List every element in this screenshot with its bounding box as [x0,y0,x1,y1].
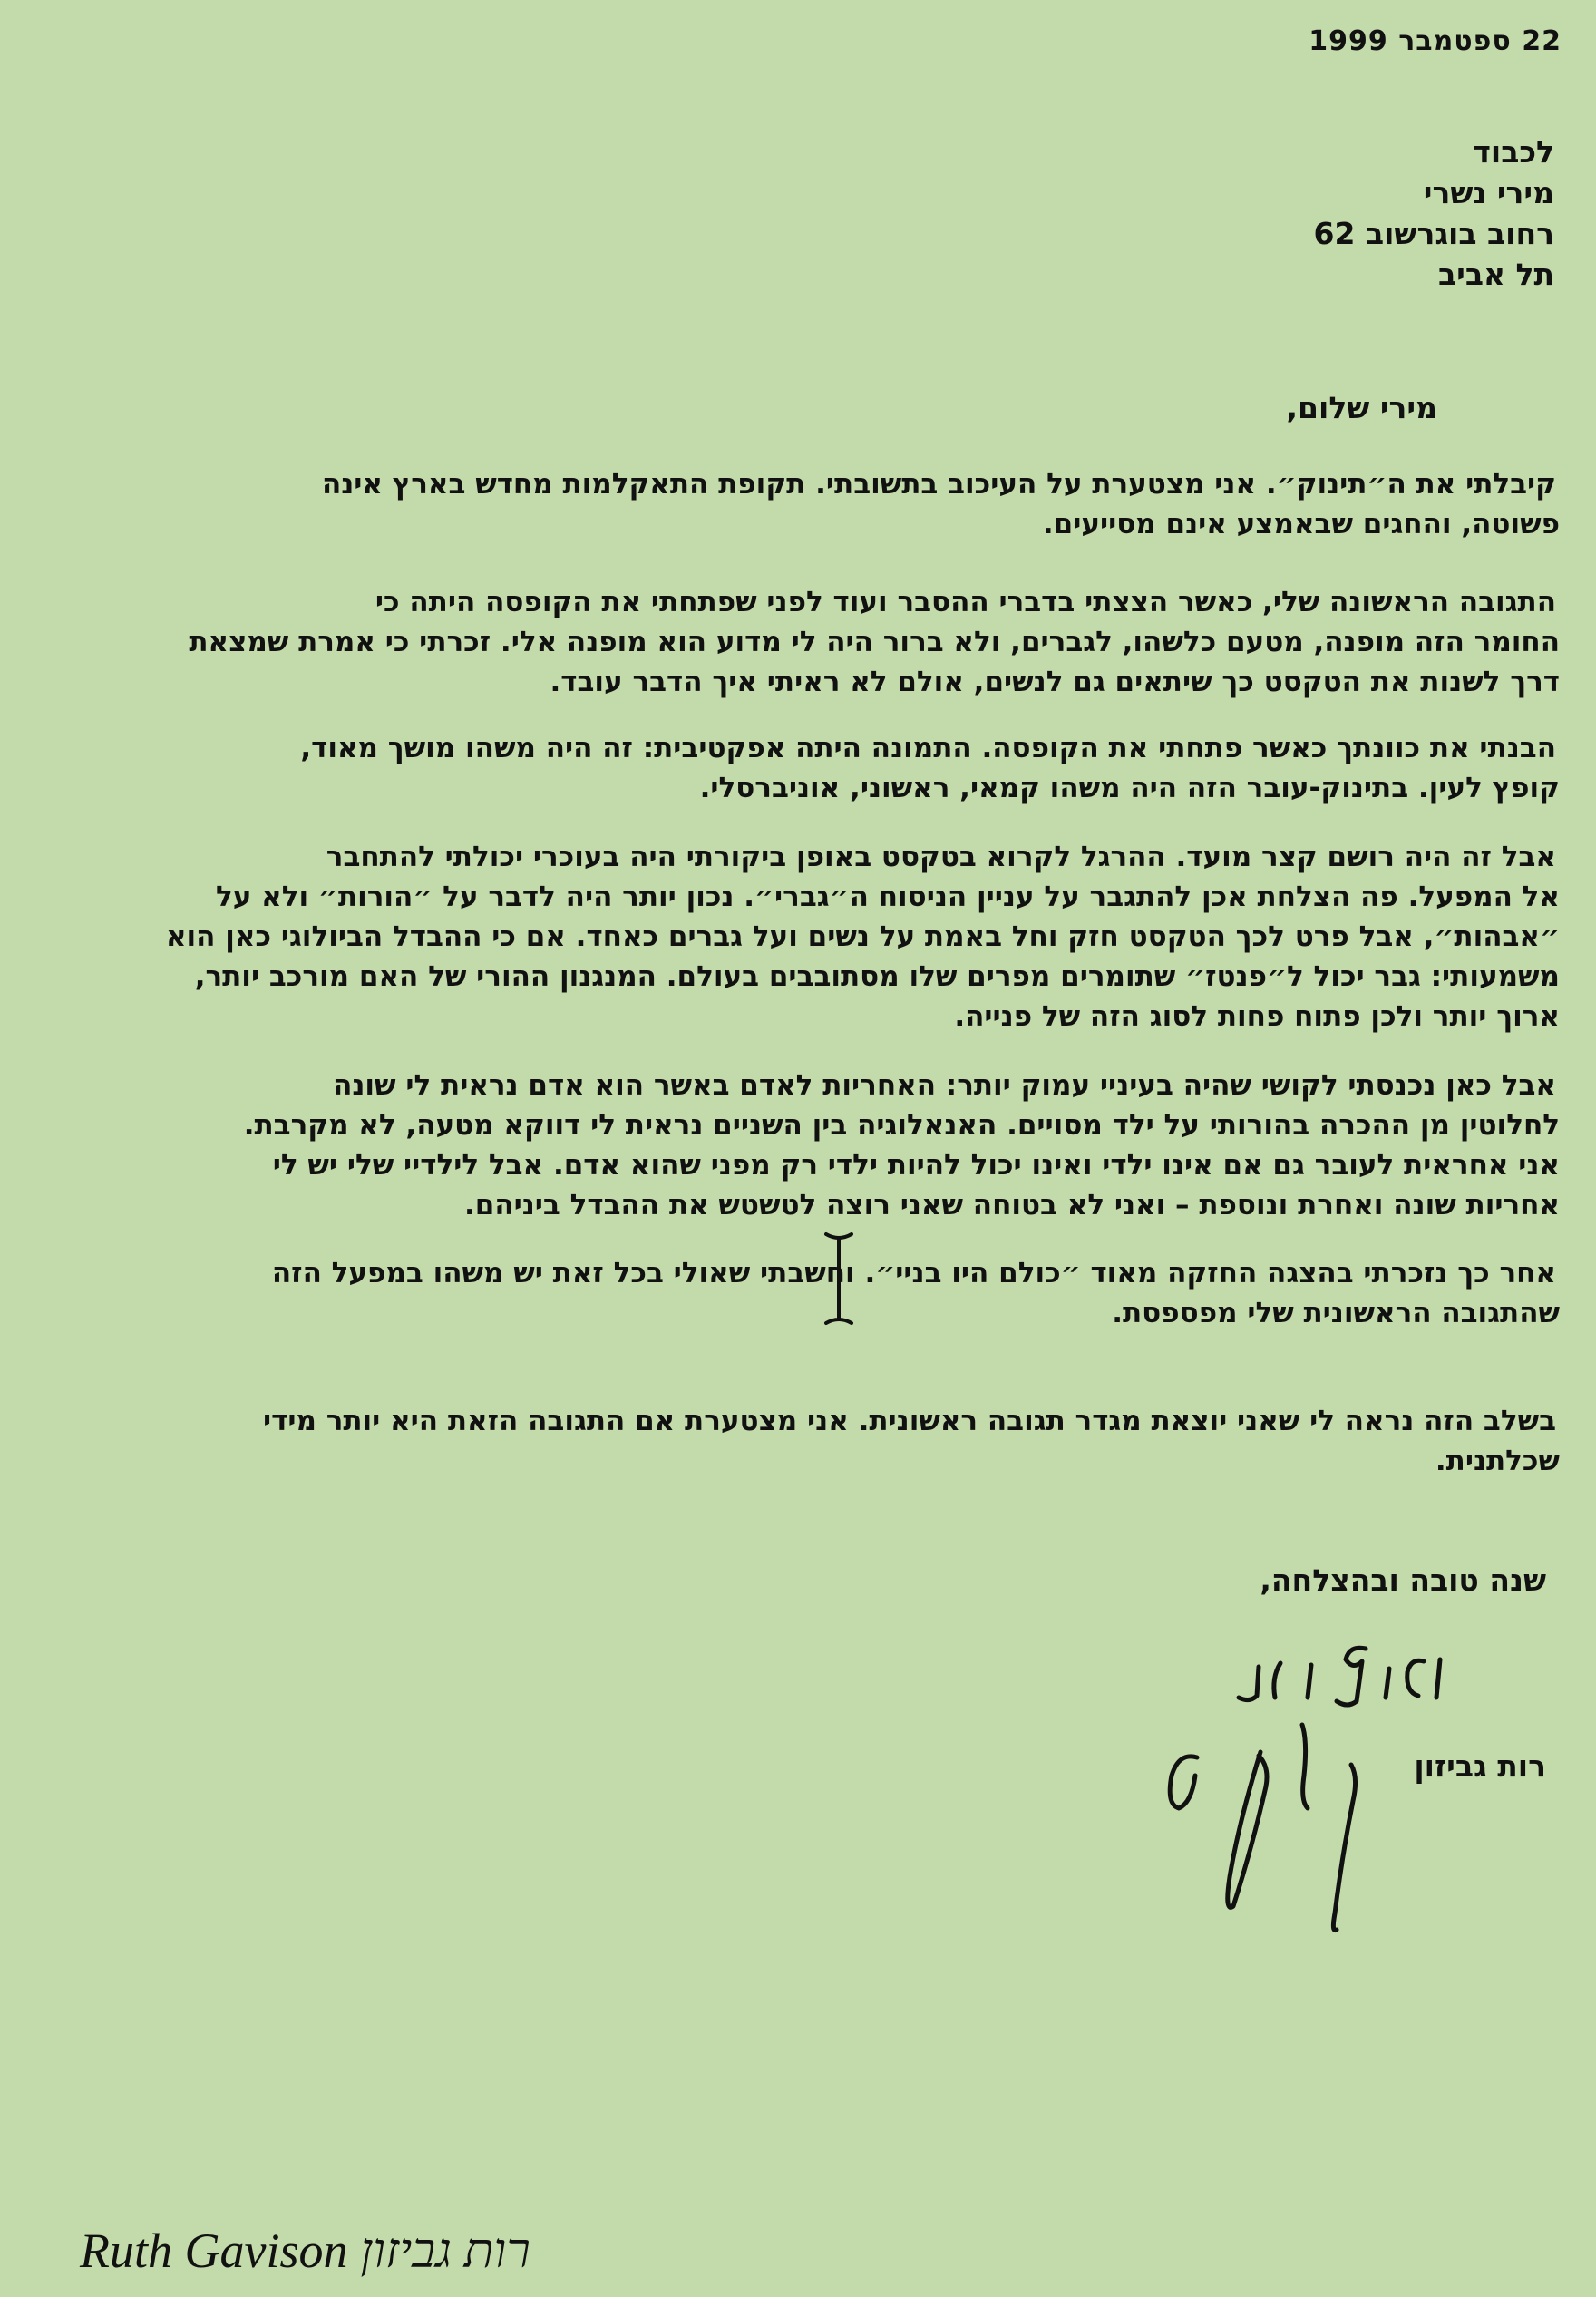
letter-date: 22 ספטמבר 1999 [1309,25,1562,57]
signer-name: רות גביזון [1414,1748,1546,1784]
paragraph-line: משמעותי: גבר יכול ל״פנטז״ שתומרים מפרים שלו מסתובבים בעולם. המנגנון ההורי של האם מורכב יותר, [194,960,1560,993]
recipient-address [1314,131,1554,295]
paragraph-line: אחריות שונה ואחרת ונוספת – ואני לא בטוחה שאני רוצה לטשטש את ההבדל ביניהם. [463,1189,1560,1221]
paragraph-3 [18,728,1560,808]
address-line: לכבוד [1473,134,1554,170]
paragraph-line: לחלוטין מן ההכרה בהורותי על ילד מסויים. האנאלוגיה בין השניים נראית לי דווקא מטעה, לא מקרבת. [243,1109,1560,1142]
address-line: מירי נשרי [1423,175,1554,210]
paragraph-line: החומר הזה מופנה, מטעם כלשהו, לגברים, ולא ברור היה לי מדוע הוא מופנה אלי. זכרתי כי אמרת שמצאת [189,626,1560,658]
paragraph-line: אבל כאן נכנסתי לקושי שהיה בעיניי עמוק יותר: האחריות לאדם באשר הוא אדם נראית לי שונה [333,1069,1556,1102]
greeting: מירי שלום, [1286,390,1437,425]
paragraph-line: שכלתנית. [1435,1445,1560,1477]
paragraph-1 [18,464,1560,544]
paragraph-line: אבל זה היה רושם קצר מועד. ההרגל לקרוא בטקסט באופן ביקורתי היה בעוכרי יכולתי להתחבר [326,841,1556,873]
paragraph-line: ארוך יותר ולכן פתוח פחות לסוג הזה של פנייה. [954,1000,1560,1033]
paragraph-line: דרך לשנות את הטקסט כך שיתאים גם לנשים, אולם לא ראיתי איך הדבר עובד. [550,666,1560,698]
paragraph-4 [18,837,1560,1037]
paragraph-5 [18,1066,1560,1225]
paragraph-7 [18,1401,1560,1481]
paragraph-6 [18,1253,1560,1333]
paragraph-line: ״אבהות״, אבל פרט לכך הטקסט חזק וחל באמת על נשים ועל גברים כאחד. אם כי ההבדל הביולוגי כאן הוא [165,920,1560,953]
footer-latin-name: Ruth Gavison [80,2224,348,2278]
footer-hebrew-name: רות גביזון [360,2224,530,2278]
footer-caption [80,2223,530,2279]
paragraph-line: שהתגובה הראשונית שלי מפספסת. [1112,1297,1560,1329]
address-line: תל אביב [1438,257,1554,292]
paragraph-line: אחר כך נזכרתי בהצגה החזקה מאוד ״כולם היו בניי״. וחשבתי שאולי בכל זאת יש משהו במפעל הזה [271,1257,1556,1290]
closing-line: שנה טובה ובהצלחה, [1260,1562,1546,1598]
paragraph-2 [18,582,1560,702]
paragraph-line: קיבלתי את ה״תינוק״. אני מצטערת על העיכוב בתשובתי. תקופת התאקלמות מחדש בארץ אינה [321,468,1556,501]
paragraph-line: בשלב הזה נראה לי שאני יוצאת מגדר תגובה ראשונית. אני מצטערת אם התגובה הזאת היא יותר מידי [262,1405,1556,1437]
paragraph-line: הבנתי את כוונתך כאשר פתחתי את הקופסה. התמונה היתה אפקטיבית: זה היה משהו מושך מאוד, [300,732,1556,764]
paragraph-line: אל המפעל. פה הצלחת אכן להתגבר על עניין הניסוח ה״גברי״. נכון יותר היה לדבר על ״הורות״ ולא על [215,881,1560,913]
handwritten-signature [1152,1641,1460,1941]
paragraph-line: אני אחראית לעובר גם אם אינו ילדי ואינו יכול להיות ילדי רק מפני שהוא אדם. אבל לילדיי שלי יש לי [272,1149,1560,1182]
text-cursor-icon [821,1229,857,1329]
paragraph-line: פשוטה, והחגים שבאמצע אינם מסייעים. [1042,508,1560,540]
paragraph-line: קופץ לעין. בתינוק-עובר הזה היה משהו קמאי, ראשוני, אוניברסלי. [699,772,1560,804]
address-line: רחוב בוגרשוב 62 [1313,216,1554,251]
paragraph-line: התגובה הראשונה שלי, כאשר הצצתי בדברי ההסבר ועוד לפני שפתחתי את הקופסה היתה כי [375,586,1556,618]
